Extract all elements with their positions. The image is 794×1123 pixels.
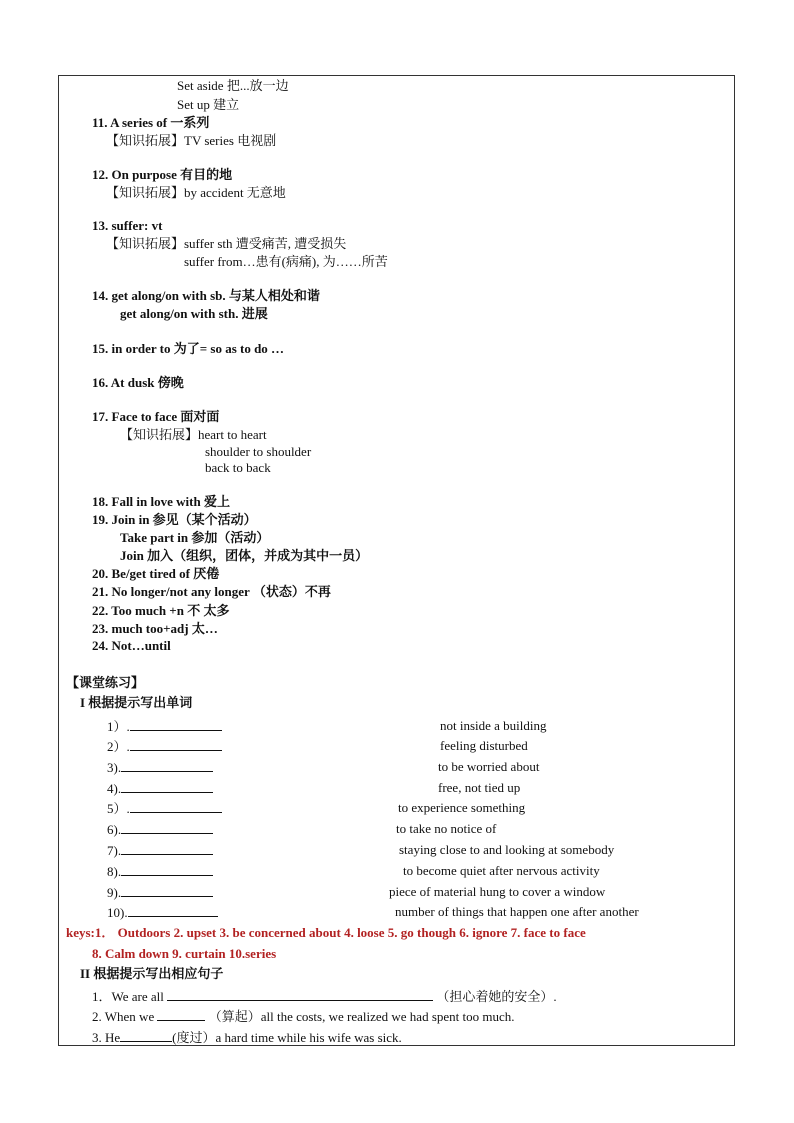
vocab-line: Set aside 把...放一边 bbox=[177, 78, 289, 93]
item-hint: staying close to and looking at somebody bbox=[399, 842, 615, 857]
vocab-heading: 13. suffer: vt bbox=[92, 218, 163, 233]
item-number: 3). bbox=[107, 760, 122, 775]
item-number: 2）. bbox=[107, 739, 130, 754]
answer-keys: keys:1． Outdoors 2. upset 3. be concerned about 4. loose 5. go though 6. ignore 7. face to face bbox=[66, 925, 586, 940]
sentence-text: (度过）a hard time while his wife was sick. bbox=[172, 1030, 402, 1045]
sentence-text: 3. He bbox=[92, 1030, 121, 1045]
vocab-heading: 11. A series of 一系列 bbox=[92, 115, 210, 130]
item-number: 8). bbox=[107, 864, 122, 879]
item-hint: to become quiet after nervous activity bbox=[403, 863, 600, 878]
vocab-heading: 20. Be/get tired of 厌倦 bbox=[92, 566, 220, 581]
answer-blank[interactable] bbox=[130, 718, 222, 731]
practice-title: 【课堂练习】 bbox=[66, 675, 145, 690]
sentence-blank[interactable] bbox=[120, 1029, 172, 1042]
vocab-heading: 16. At dusk 傍晚 bbox=[92, 375, 184, 390]
answer-blank[interactable] bbox=[128, 904, 218, 917]
vocab-line: 【知识拓展】heart to heart bbox=[120, 427, 267, 442]
item-hint: free, not tied up bbox=[438, 780, 521, 795]
answer-blank[interactable] bbox=[121, 884, 213, 897]
vocab-heading: 14. get along/on with sb. 与某人相处和谐 bbox=[92, 288, 320, 303]
vocab-heading: Take part in 参加（活动） bbox=[120, 530, 270, 545]
sentence-text: 2. When we bbox=[92, 1009, 155, 1024]
item-hint: feeling disturbed bbox=[440, 738, 528, 753]
sentence-blank[interactable] bbox=[157, 1008, 205, 1021]
vocab-heading: 12. On purpose 有目的地 bbox=[92, 167, 233, 182]
vocab-line: shoulder to shoulder bbox=[205, 444, 312, 459]
item-number: 1）. bbox=[107, 719, 130, 734]
sentence-blank[interactable] bbox=[167, 988, 433, 1001]
vocab-heading: 22. Too much +n 不 太多 bbox=[92, 603, 230, 618]
vocab-heading: 18. Fall in love with 爱上 bbox=[92, 494, 230, 509]
answer-blank[interactable] bbox=[121, 863, 213, 876]
answer-blank[interactable] bbox=[121, 780, 213, 793]
vocab-line: suffer from…患有(病痛), 为……所苦 bbox=[184, 254, 388, 269]
item-number: 4). bbox=[107, 781, 122, 796]
vocab-heading: Join 加入（组织，团体，并成为其中一员） bbox=[120, 548, 369, 563]
sentence-text: （算起）all the costs, we realized we had spent too much. bbox=[208, 1009, 515, 1024]
item-hint: to take no notice of bbox=[396, 821, 497, 836]
vocab-line: Set up 建立 bbox=[177, 97, 240, 112]
answer-keys: 8. Calm down 9. curtain 10.series bbox=[92, 946, 277, 961]
sentence-text: 1．We are all bbox=[92, 989, 164, 1004]
item-number: 9). bbox=[107, 885, 122, 900]
vocab-heading: 15. in order to 为了= so as to do … bbox=[92, 341, 285, 356]
answer-blank[interactable] bbox=[130, 738, 222, 751]
vocab-heading: get along/on with sth. 进展 bbox=[120, 306, 268, 321]
answer-blank[interactable] bbox=[121, 821, 213, 834]
item-number: 10). bbox=[107, 905, 128, 920]
section-title: II 根据提示写出相应句子 bbox=[80, 966, 224, 981]
item-number: 6). bbox=[107, 822, 122, 837]
sentence-text: （担心着她的安全）. bbox=[436, 989, 557, 1004]
answer-blank[interactable] bbox=[121, 842, 213, 855]
item-hint: to be worried about bbox=[438, 759, 540, 774]
answer-blank[interactable] bbox=[121, 759, 213, 772]
answer-blank[interactable] bbox=[130, 800, 222, 813]
section-title: I 根据提示写出单词 bbox=[80, 695, 193, 710]
item-hint: to experience something bbox=[398, 800, 526, 815]
vocab-heading: 17. Face to face 面对面 bbox=[92, 409, 220, 424]
item-hint: not inside a building bbox=[440, 718, 547, 733]
vocab-line: 【知识拓展】suffer sth 遭受痛苦, 遭受损失 bbox=[106, 236, 347, 251]
vocab-heading: 19. Join in 参见（某个活动） bbox=[92, 512, 257, 527]
vocab-heading: 24. Not…until bbox=[92, 638, 171, 653]
vocab-line: 【知识拓展】TV series 电视剧 bbox=[106, 133, 277, 148]
vocab-line: back to back bbox=[205, 460, 271, 475]
vocab-heading: 23. much too+adj 太… bbox=[92, 621, 218, 636]
item-hint: piece of material hung to cover a window bbox=[389, 884, 606, 899]
item-number: 7). bbox=[107, 843, 122, 858]
vocab-line: 【知识拓展】by accident 无意地 bbox=[106, 185, 286, 200]
item-number: 5）. bbox=[107, 801, 130, 816]
item-hint: number of things that happen one after another bbox=[395, 904, 639, 919]
vocab-heading: 21. No longer/not any longer （状态）不再 bbox=[92, 584, 331, 599]
